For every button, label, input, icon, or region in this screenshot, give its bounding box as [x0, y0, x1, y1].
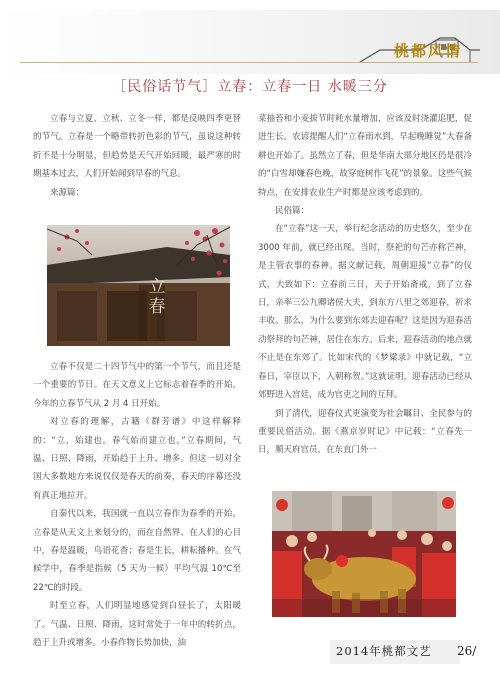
header-divider	[20, 62, 478, 63]
right-column	[258, 110, 472, 460]
paragraph: 时至立春，人们明显地感觉到白昼长了，太阳暖了。气温、日照、降雨，这时常处于一年中的转折点，趋于上升或增多。小春作物长势加快，油	[33, 601, 241, 649]
paragraph: 在“立春”这一天，举行纪念活动的历史悠久，至少在 3000 年前，就已经出现。当时，祭祀的句芒亦称芒神，是主管农事的春神。据文献记载，周朝迎接“立春”的仪式，大致如下：立春前三日，天子开始斋戒，到了立春日，亲率三公九卿诸侯大夫，到东方八里之郊迎春，祈求丰收。那么，为什么要到东郊去迎春呢？这是因为迎春活动祭拜的句芒神，居住在东方。后来，迎春活动的地点就不止是在东郊了。比如宋代的《梦粱录》中就记载，“立春日，宰臣以下，入朝称贺。”这就证明，迎春活动已经从郊野进入宫廷，成为官吏之间的互拜。	[258, 224, 472, 401]
paragraph: 自秦代以来，我国就一直以立春作为春季的开始。立春是从天文上来划分的，而在自然界、在人们的心目中，春是温暖，鸟语花香；春是生长，耕耘播种。在气候学中，春季是指候（5 天为一候）平均气温 10℃至 22℃的时段。	[33, 509, 241, 593]
lichun-photo	[47, 225, 230, 346]
left-column-bottom	[33, 358, 241, 653]
section-title: 桃都风情	[394, 42, 463, 60]
left-column-top	[33, 110, 241, 202]
photo-caption: 立春	[148, 277, 166, 317]
subheading-folk: 民俗篇：	[275, 206, 310, 217]
footer-issue: 2014年桃都文艺	[336, 644, 432, 658]
subheading-origin: 来源篇：	[50, 187, 85, 198]
paragraph: 菜抽苔和小麦拔节时耗水量增加，应该及时浇灌追肥，促进生长。农谚提醒人们“立春雨水到，早起晚睡觉”大春备耕也开始了。虽然立了春，但是华南大部分地区仍是很冷的“白雪却嫌春色晚，故穿庭树作飞花”的景象。这些气候特点，在安排农业生产时都是应该考虑到的。	[258, 114, 472, 198]
paragraph: 到了清代，迎春仪式更演变为社会瞩目、全民参与的重要民俗活动。据《燕京岁时记》中记载：“立春先一日，顺天府官员，在东直门外一	[258, 408, 472, 456]
paragraph: 对立春的理解，古籍《群芳谱》中这样解释的：“立，始建也。春气始而建立也。”立春期间，气温、日照、降雨，开始趋于上升、增多。但这一切对全国大多数地方来说仅仅是春天的前奏，春天的序幕还没有真正地拉开。	[33, 417, 241, 501]
spring-ox-festival-photo	[272, 491, 456, 617]
paragraph: 立春与立夏、立秋、立冬一样，都是反映四季更替的节气。立春是一个略带转折色彩的节气，虽说这种转折不是十分明显，但趋势是天气开始回暖，最严寒的时期基本过去，人们开始闻到早春的气息。	[33, 114, 241, 180]
paragraph: 立春不仅是二十四节气中的第一个节气，而且还是一个重要的节日。在天文意义上它标志着春季的开始。今年的立春节气从 2 月 4 日开始。	[33, 362, 241, 409]
article-title: ［民俗话节气］立春：立春一日 水暖三分	[112, 79, 388, 95]
roof-decoration-icon	[0, 0, 500, 75]
page-number: 26/	[457, 644, 477, 658]
